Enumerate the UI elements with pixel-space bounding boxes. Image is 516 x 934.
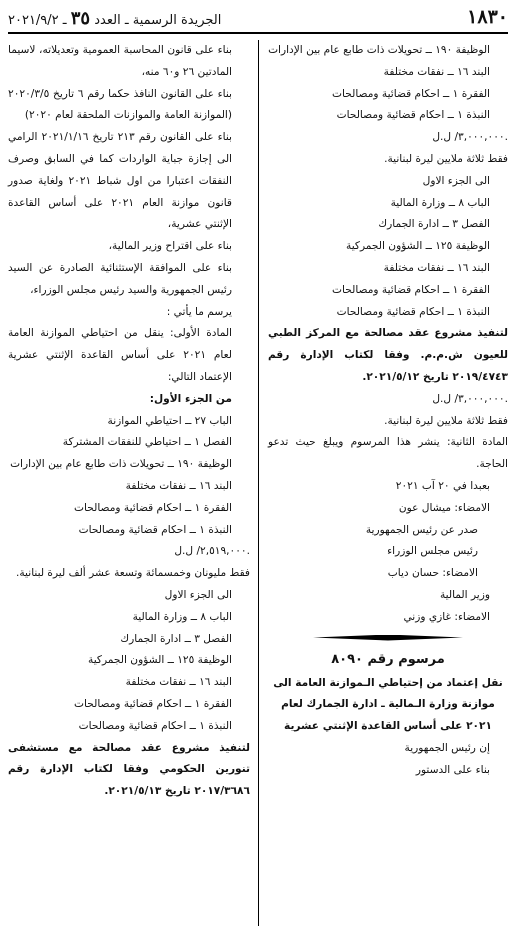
paragraph: البند ١٦ ــ نفقات مختلفة <box>383 261 490 274</box>
decree-preamble <box>268 738 508 782</box>
paragraph: الامضاء: حسان دياب <box>387 567 478 580</box>
paragraph: الباب ٢٧ ــ احتياطي الموازنة <box>107 414 232 427</box>
left-column <box>8 40 250 803</box>
paragraph: من الجزء الأول: <box>149 392 232 405</box>
page-number: ١٨٣٠ <box>467 6 508 28</box>
paragraph: فقط ثلاثة ملايين ليرة لبنانية. <box>384 414 508 427</box>
paragraph: رئيس مجلس الوزراء <box>387 545 478 558</box>
paragraph: يرسم ما يأتي : <box>166 305 232 318</box>
right-column-text <box>268 40 508 629</box>
gazette-name: الجريدة الرسمية ـ العدد <box>94 13 222 28</box>
paragraph: ٣,٠٠٠,٠٠٠/ ل.ل. <box>432 131 508 144</box>
paragraph: الامضاء: غازي وزني <box>403 610 490 623</box>
paragraph: الباب ٨ ــ وزارة المالية <box>390 196 490 209</box>
paragraph: البند ١٦ ــ نفقات مختلفة <box>383 65 490 78</box>
paragraph: الى الجزء الاول <box>422 174 490 187</box>
paragraph: الامضاء: ميشال عون <box>398 501 490 514</box>
paragraph: النبذة ١ ــ احكام قضائية ومصالحات <box>78 523 232 536</box>
paragraph: الوظيفة ١٢٥ ــ الشؤون الجمركية <box>346 240 490 253</box>
paragraph: بناء على الموافقة الإستثنائية الصادرة عن السيد رئيس الجمهورية والسيد رئيس مجلس الوزراء، <box>8 261 232 296</box>
paragraph: ٣,٠٠٠,٠٠٠/ ل.ل. <box>432 392 508 405</box>
paragraph: الفصل ١ ــ احتياطي للنفقات المشتركة <box>62 436 232 449</box>
paragraph: الوظيفة ١٩٠ ــ تحويلات ذات طابع عام بين الإدارات <box>268 44 490 56</box>
section-separator <box>268 629 508 647</box>
paragraph: بناء على اقتراح وزير المالية، <box>108 240 232 253</box>
preamble-line: إن رئيس الجمهورية <box>404 741 490 754</box>
paragraph: المادة الأولى: ينقل من احتياطي الموازنة العامة لعام ٢٠٢١ على أساس القاعدة الإثنتي عشرية الإعتماد التالي: <box>8 327 232 383</box>
paragraph: البند ١٦ ــ نفقات مختلفة <box>125 479 232 492</box>
paragraph: الوظيفة ١٩٠ ــ تحويلات ذات طابع عام بين الإدارات <box>10 458 232 471</box>
paragraph: بناء على القانون النافذ حكما رقم ٦ تاريخ ٢٠٢٠/٣/٥ (الموازنة العامة والموازنات الملحقة لعام ٢٠٢٠) <box>8 87 232 122</box>
paragraph: لتنفيذ مشروع عقد مصالحة مع مستشفى تنورين الحكومي وفقا لكتاب الإدارة رقم ٢٠١٧/٣٦٨٦ تاريخ ٢٠٢١/٥/١٣. <box>8 741 250 798</box>
paragraph: الى الجزء الاول <box>164 588 232 601</box>
decree-title: نقل إعتماد من إحتياطي الـموازنة العامة الى موازنة وزارة الـمالية ـ ادارة الجمارك لعام ٢٠٢١ على أساس القاعدة الإثنتي عشرية <box>273 676 503 733</box>
preamble-line: بناء على الدستور <box>415 763 490 776</box>
paragraph: الفقرة ١ ــ احكام قضائية ومصالحات <box>74 501 232 514</box>
paragraph: البند ١٦ ــ نفقات مختلفة <box>125 676 232 689</box>
paragraph: النبذة ١ ــ احكام قضائية ومصالحات <box>78 719 232 732</box>
paragraph: النبذة ١ ــ احكام قضائية ومصالحات <box>336 305 490 318</box>
right-column <box>268 40 508 782</box>
paragraph: ٢,٥١٩,٠٠٠/ ل.ل. <box>174 545 250 558</box>
paragraph: وزير المالية <box>439 588 490 601</box>
left-column-text <box>8 40 250 803</box>
issue-number: ٣٥ <box>70 8 91 29</box>
column-divider <box>258 40 259 926</box>
paragraph: بناء على القانون رقم ٢١٣ تاريخ ٢٠٢١/١/١٦ الرامي الى إجازة جباية الواردات كما في السابق وصرف النفقات اعتبارا من اول شباط ٢٠٢١ ولغاية صدور قانون موازنة العام ٢٠٢١ على أساس القاعدة الإثنتي عشرية، <box>8 131 232 231</box>
paragraph: بناء على قانون المحاسبة العمومية وتعديلاته، لاسيما المادتين ٢٦ و٦٠ منه، <box>8 44 232 78</box>
paragraph: فقط مليونان وخمسمائة وتسعة عشر ألف ليرة لبنانية. <box>16 567 250 580</box>
paragraph: الباب ٨ ــ وزارة المالية <box>132 610 232 623</box>
paragraph: الفقرة ١ ــ احكام قضائية ومصالحات <box>332 87 490 100</box>
paragraph: النبذة ١ ــ احكام قضائية ومصالحات <box>336 109 490 122</box>
decree-number: مرسوم رقم ٨٠٩٠ <box>331 651 445 667</box>
paragraph: المادة الثانية: ينشر هذا المرسوم ويبلغ حيث تدعو الحاجة. <box>268 436 508 471</box>
paragraph: لتنفيذ مشروع عقد مصالحة مع المركز الطبي للعيون ش.م.م. وفقا لكتاب الإدارة رقم ٢٠١٩/٤٧٤٣ تاريخ ٢٠٢١/٥/١٢. <box>268 327 508 383</box>
paragraph: الفصل ٣ ــ ادارة الجمارك <box>120 632 232 645</box>
paragraph: صدر عن رئيس الجمهورية <box>365 523 478 536</box>
paragraph: بعبدا في ٢٠ آب ٢٠٢١ <box>395 479 490 492</box>
paragraph: فقط ثلاثة ملايين ليرة لبنانية. <box>384 152 508 165</box>
paragraph: الفصل ٣ ــ ادارة الجمارك <box>378 218 490 231</box>
issue-date: ـ ٢٠٢١/٩/٢ <box>8 13 67 28</box>
paragraph: الفقرة ١ ــ احكام قضائية ومصالحات <box>332 283 490 296</box>
paragraph: الفقرة ١ ــ احكام قضائية ومصالحات <box>74 697 232 710</box>
paragraph: الوظيفة ١٢٥ ــ الشؤون الجمركية <box>88 654 232 667</box>
gazette-title <box>8 8 221 29</box>
page-header <box>8 6 508 34</box>
